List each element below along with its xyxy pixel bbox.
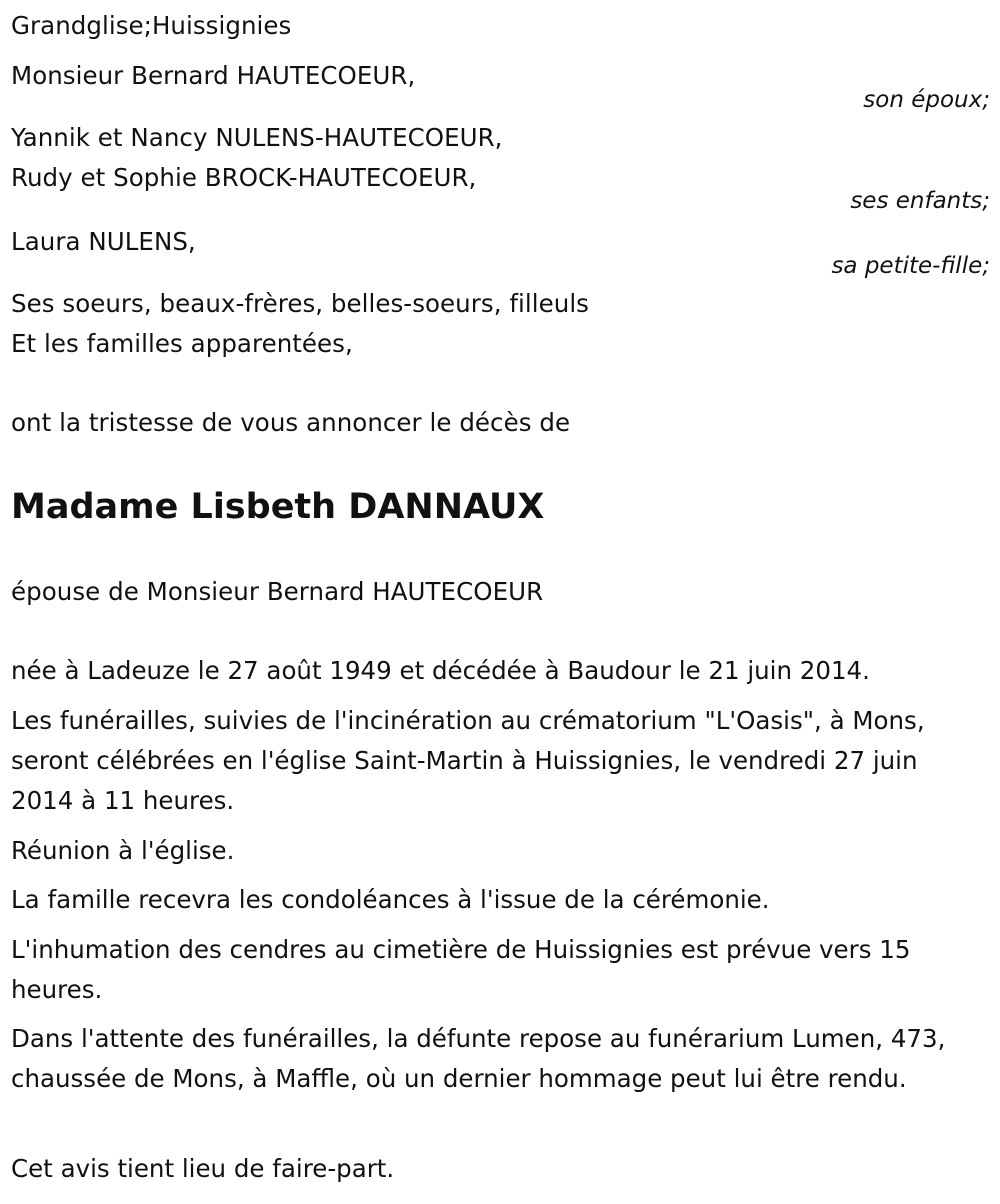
child-line-2: Rudy et Sophie BROCK-HAUTECOEUR,: [11, 163, 477, 192]
condolences-line: La famille recevra les condoléances à l'issue de la cérémonie.: [11, 885, 770, 914]
funeral-paragraph: Les funérailles, suivies de l'incinération au crématorium "L'Oasis", à Mons, seront célébrées en l'église Saint-Martin à Huissignies, le vendredi 27 juin 2014 à 11 heures.: [11, 706, 925, 815]
children-role: ses enfants;: [850, 188, 990, 214]
notice-line: Cet avis tient lieu de faire-part.: [11, 1154, 395, 1183]
spouse-of-line: épouse de Monsieur Bernard HAUTECOEUR: [11, 577, 544, 606]
ashes-paragraph: L'inhumation des cendres au cimetière de Huissignies est prévue vers 15 heures.: [11, 935, 911, 1004]
announcement-intro: ont la tristesse de vous annoncer le décès de: [11, 408, 571, 437]
relatives-line-2: Et les familles apparentées,: [11, 329, 353, 358]
birth-death-line: née à Ladeuze le 27 août 1949 et décédée à Baudour le 21 juin 2014.: [11, 656, 870, 685]
meeting-line: Réunion à l'église.: [11, 836, 235, 865]
deceased-name: Madame Lisbeth DANNAUX: [11, 487, 545, 527]
grandchild-name: Laura NULENS,: [11, 227, 196, 256]
relatives-line-1: Ses soeurs, beaux-frères, belles-soeurs, filleuls: [11, 289, 589, 318]
grandchild-role: sa petite-fille;: [831, 253, 990, 279]
child-line-1: Yannik et Nancy NULENS-HAUTECOEUR,: [11, 123, 503, 152]
location-line: Grandglise;Huissignies: [11, 11, 292, 40]
spouse-name: Monsieur Bernard HAUTECOEUR,: [11, 61, 416, 90]
spouse-role: son époux;: [863, 87, 990, 113]
repose-paragraph: Dans l'attente des funérailles, la défunte repose au funérarium Lumen, 473, chaussée de Mons, à Maffle, où un dernier hommage peut lui être rendu.: [11, 1024, 946, 1093]
